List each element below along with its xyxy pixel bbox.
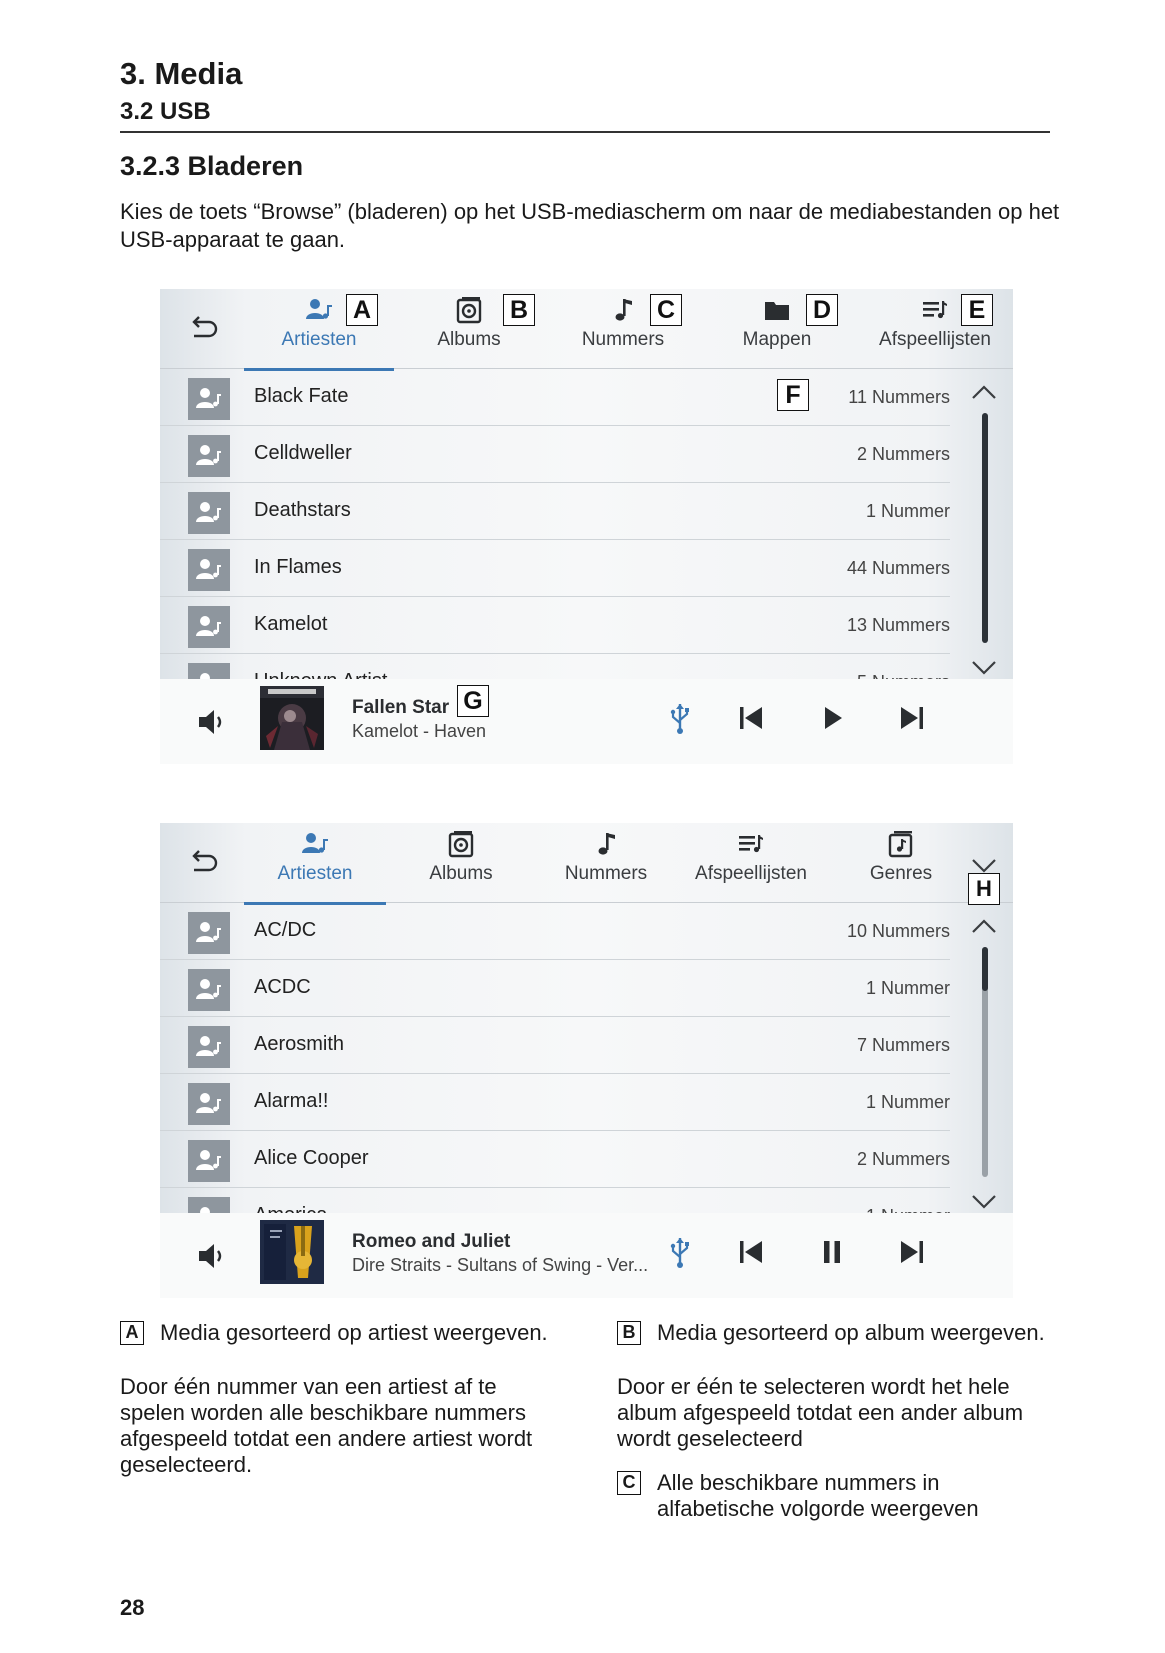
- artist-tile-icon: [188, 549, 230, 591]
- tab-label: Afspeellijsten: [695, 863, 807, 884]
- list-item[interactable]: [160, 369, 950, 426]
- legend-key: A: [120, 1321, 144, 1345]
- callout-h: H: [968, 873, 1000, 905]
- chapter-title: 3. Media: [120, 56, 243, 91]
- usb-icon[interactable]: [663, 701, 697, 735]
- track-count: 1 Nummer: [865, 501, 950, 521]
- artist-tile-icon: [188, 378, 230, 420]
- artist-list: [160, 903, 1013, 1213]
- page-number: 28: [120, 1595, 145, 1620]
- next-track-icon[interactable]: [895, 701, 929, 735]
- artist-name: Alarma!!: [254, 1090, 329, 1112]
- scroll-down-icon[interactable]: [970, 1193, 998, 1211]
- folder-icon: [762, 295, 792, 325]
- artist-tile-icon: [188, 912, 230, 954]
- now-playing-bar: [160, 1213, 1013, 1298]
- tab-label: Albums: [429, 863, 493, 884]
- track-count: 2 Nummers: [856, 444, 950, 464]
- tab-tracks[interactable]: [536, 823, 676, 903]
- tab-label: Nummers: [581, 329, 665, 350]
- list-item[interactable]: [160, 483, 950, 540]
- browse-tab-bar: [160, 823, 1013, 903]
- track-count: 13 Nummers: [846, 615, 950, 635]
- track-count: 1 Nummer: [865, 978, 950, 998]
- playlist-icon: [920, 295, 950, 325]
- legend-body: Door er één te selecteren wordt het hele album afgespeeld totdat een ander album wordt geselecteerd: [617, 1374, 1024, 1451]
- legend-key: C: [617, 1471, 641, 1495]
- callout-c: C: [650, 294, 682, 326]
- track-count: 7 Nummers: [856, 1035, 950, 1055]
- legend-body: Door één nummer van een artiest af te spelen worden alle beschikbare nummers afgespeeld totdat een andere artiest wordt geselecteerd.: [120, 1374, 533, 1477]
- tab-label: Genres: [869, 863, 933, 884]
- artist-tile-icon: [188, 435, 230, 477]
- scroll-down-icon[interactable]: [970, 659, 998, 677]
- artist-name: Kamelot: [254, 613, 328, 635]
- tab-label: Artiesten: [277, 863, 353, 884]
- track-count: 1 Nummer: [865, 1092, 950, 1112]
- volume-icon[interactable]: [196, 707, 228, 737]
- list-item[interactable]: [160, 540, 950, 597]
- callout-b: B: [503, 294, 535, 326]
- artist-name: ACDC: [254, 976, 311, 998]
- album-art: [260, 686, 324, 750]
- album-art: [260, 1220, 324, 1284]
- pause-icon[interactable]: [815, 1235, 849, 1269]
- previous-track-icon[interactable]: [734, 1235, 768, 1269]
- tab-label: Afspeellijsten: [879, 329, 991, 350]
- track-artist-album: Kamelot - Haven: [352, 721, 487, 741]
- artist-list: [160, 369, 1013, 679]
- callout-g: G: [457, 685, 489, 717]
- volume-icon[interactable]: [196, 1241, 228, 1271]
- track-artist-album: Dire Straits - Sultans of Swing - Ver...: [352, 1255, 649, 1275]
- play-icon[interactable]: [815, 701, 849, 735]
- tab-artists[interactable]: [244, 823, 386, 903]
- artist-icon: [304, 295, 334, 325]
- track-count: 11 Nummers: [848, 387, 950, 407]
- heading-divider: [120, 131, 1050, 133]
- callout-a: A: [346, 294, 378, 326]
- scrollbar-thumb[interactable]: [982, 947, 988, 991]
- track-title: Romeo and Juliet: [352, 1231, 511, 1252]
- list-item[interactable]: [160, 960, 950, 1017]
- track-count: 44 Nummers: [846, 558, 950, 578]
- intro-paragraph: Kies de toets “Browse” (bladeren) op het USB-mediascherm om naar de mediabestanden op het USB-apparaat te gaan.: [120, 199, 1060, 252]
- scroll-up-icon[interactable]: [970, 383, 998, 401]
- tab-label: Nummers: [564, 863, 648, 884]
- callout-f: F: [777, 379, 809, 411]
- list-item[interactable]: [160, 597, 950, 654]
- legend-item-c: [617, 1470, 1057, 1530]
- artist-name: Deathstars: [254, 499, 351, 521]
- next-track-icon[interactable]: [895, 1235, 929, 1269]
- album-icon: [454, 295, 484, 325]
- tab-label: Artiesten: [281, 329, 357, 350]
- subsection-title: 3.2.3 Bladeren: [120, 151, 304, 181]
- artist-name: Celldweller: [254, 442, 352, 464]
- artist-tile-icon: [188, 1083, 230, 1125]
- list-item[interactable]: [160, 1131, 950, 1188]
- tab-albums[interactable]: [396, 823, 526, 903]
- legend-lead: Alle beschikbare nummers in alfabetische volgorde weergeven: [657, 1470, 979, 1521]
- artist-name: Alice Cooper: [254, 1147, 369, 1169]
- list-item[interactable]: [160, 1074, 950, 1131]
- artist-tile-icon: [188, 1140, 230, 1182]
- list-item[interactable]: [160, 1017, 950, 1074]
- browse-screen-artists-genres: [160, 823, 1013, 1298]
- genre-icon: [886, 829, 916, 859]
- music-note-icon: [608, 295, 638, 325]
- list-item[interactable]: [160, 903, 950, 960]
- usb-icon[interactable]: [663, 1235, 697, 1269]
- artist-tile-icon: [188, 1026, 230, 1068]
- callout-d: D: [806, 294, 838, 326]
- browse-tab-bar: [160, 289, 1013, 369]
- tab-genres[interactable]: [836, 823, 966, 903]
- back-arrow-icon[interactable]: [186, 313, 218, 345]
- callout-e: E: [961, 294, 993, 326]
- browse-screen-artists-folders: [160, 289, 1013, 764]
- artist-name: Black Fate: [254, 385, 349, 407]
- scroll-up-icon[interactable]: [970, 917, 998, 935]
- legend-lead: Media gesorteerd op artiest weergeven.: [160, 1320, 548, 1345]
- tab-label: Mappen: [742, 329, 812, 350]
- artist-tile-icon: [188, 606, 230, 648]
- playlist-icon: [736, 829, 766, 859]
- music-note-icon: [591, 829, 621, 859]
- artist-tile-icon: [188, 492, 230, 534]
- track-count: 10 Nummers: [846, 921, 950, 941]
- legend-key: B: [617, 1321, 641, 1345]
- artist-icon: [300, 829, 330, 859]
- tab-playlists[interactable]: [676, 823, 826, 903]
- track-count: 2 Nummers: [856, 1149, 950, 1169]
- legend-item-b: [617, 1320, 1057, 1451]
- artist-name: In Flames: [254, 556, 342, 578]
- album-icon: [446, 829, 476, 859]
- tab-label: Albums: [437, 329, 501, 350]
- now-playing-bar: [160, 679, 1013, 764]
- artist-tile-icon: [188, 969, 230, 1011]
- list-item[interactable]: [160, 426, 950, 483]
- back-arrow-icon[interactable]: [186, 847, 218, 879]
- scrollbar-thumb[interactable]: [982, 413, 988, 643]
- artist-name: AC/DC: [254, 919, 317, 941]
- legend-lead: Media gesorteerd op album weergeven.: [657, 1320, 1045, 1345]
- previous-track-icon[interactable]: [734, 701, 768, 735]
- legend-item-a: [120, 1320, 590, 1477]
- artist-name: Aerosmith: [254, 1033, 345, 1055]
- section-title: 3.2 USB: [120, 98, 211, 125]
- track-title: Fallen Star: [352, 697, 450, 718]
